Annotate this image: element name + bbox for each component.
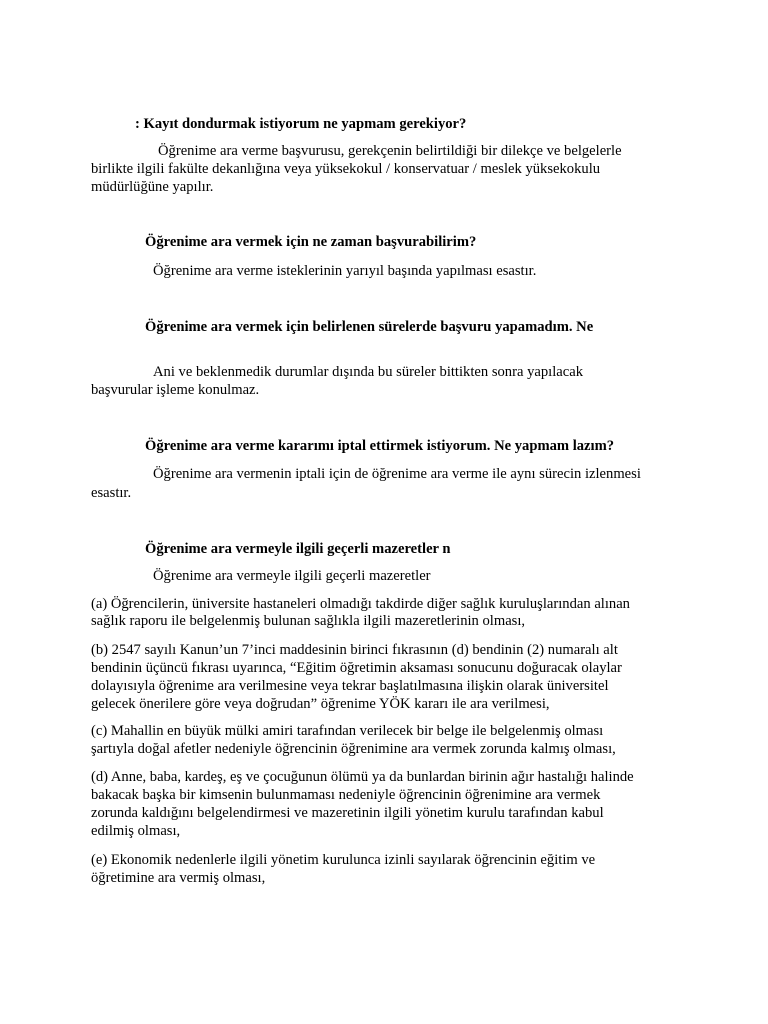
answer-line: Öğrenime ara vermenin iptali için de öğrenime ara verme ile aynı sürecin izlenmesi — [153, 466, 641, 482]
answer-line: Öğrenime ara verme isteklerinin yarıyıl başında yapılması esastır. — [153, 263, 537, 279]
list-intro: Öğrenime ara vermeyle ilgili geçerli mazeretler — [153, 568, 431, 584]
answer-line: birlikte ilgili fakülte dekanlığına veya yüksekokul / konservatuar / meslek yüksekokulu — [91, 161, 601, 177]
question-heading: Öğrenime ara vermeyle ilgili geçerli mazeretler n — [145, 541, 451, 557]
list-item-line: dolayısıyla öğrenime ara verilmesine veya tekrar başlatılmasına ilişkin olarak üniversitel — [91, 678, 609, 694]
list-item-line: (d) Anne, baba, kardeş, eş ve çocuğunun ölümü ya da bunlardan birinin ağır hastalığı halinde — [91, 769, 634, 785]
list-item-line: edilmiş olması, — [91, 823, 181, 839]
list-item-line: (c) Mahallin en büyük mülki amiri tarafından verilecek bir belge ile belgelenmiş olması — [91, 723, 604, 739]
list-item-line: bakacak başka bir kimsenin bulunmaması nedeniyle öğrencinin öğrenimine ara vermek — [91, 787, 601, 803]
question-heading: : Kayıt dondurmak istiyorum ne yapmam gerekiyor? — [135, 116, 467, 132]
list-item-line: sağlık raporu ile belgelenmiş bulunan sağlıkla ilgili mazeretlerinin olması, — [91, 613, 526, 629]
answer-line: Öğrenime ara verme başvurusu, gerekçenin belirtildiği bir dilekçe ve belgelerle — [158, 143, 622, 159]
list-item-line: bendinin üçüncü fıkrası uyarınca, “Eğitim öğretimin aksaması sonucunu doğuracak olaylar — [91, 660, 622, 676]
answer-line: Ani ve beklenmedik durumlar dışında bu süreler bittikten sonra yapılacak — [153, 364, 583, 380]
list-item-line: (e) Ekonomik nedenlerle ilgili yönetim kurulunca izinli sayılarak öğrencinin eğitim ve — [91, 852, 596, 868]
answer-line: esastır. — [91, 485, 132, 501]
list-item-line: gelecek önerilere göre veya doğrudan” öğrenime YÖK kararı ile ara verilmesi, — [91, 696, 550, 712]
question-heading: Öğrenime ara vermek için ne zaman başvurabilirim? — [145, 234, 477, 250]
answer-line: başvurular işleme konulmaz. — [91, 382, 260, 398]
question-heading: Öğrenime ara verme kararımı iptal ettirmek istiyorum. Ne yapmam lazım? — [145, 438, 615, 454]
list-item-line: öğretimine ara vermiş olması, — [91, 870, 266, 886]
question-heading: Öğrenime ara vermek için belirlenen sürelerde başvuru yapamadım. Ne — [145, 319, 594, 335]
list-item-line: zorunda kaldığını belgelendirmesi ve mazeretinin ilgili yönetim kurulu tarafından kabul — [91, 805, 604, 821]
list-item-line: şartıyla doğal afetler nedeniyle öğrencinin öğrenimine ara vermek zorunda kalmış olması, — [91, 741, 616, 757]
answer-line: müdürlüğüne yapılır. — [91, 179, 214, 195]
list-item-line: (b) 2547 sayılı Kanun’un 7’inci maddesinin birinci fıkrasının (d) bendinin (2) numaralı alt — [91, 642, 618, 658]
list-item-line: (a) Öğrencilerin, üniversite hastaneleri olmadığı takdirde diğer sağlık kuruluşlarından alınan — [91, 596, 630, 612]
